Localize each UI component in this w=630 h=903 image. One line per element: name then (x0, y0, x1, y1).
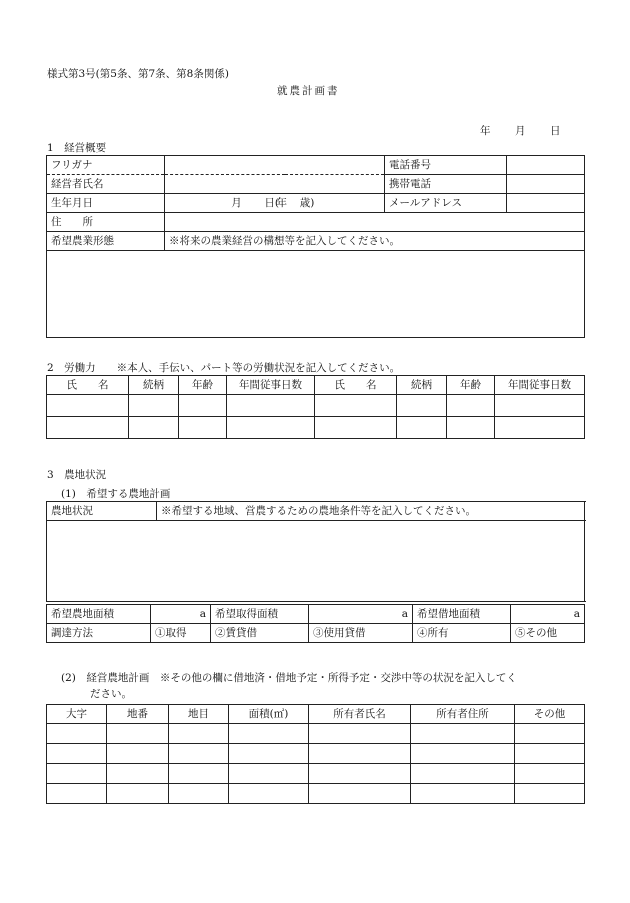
table-cell[interactable] (47, 764, 107, 784)
table-cell[interactable] (47, 417, 129, 439)
table-cell[interactable] (411, 744, 515, 764)
owner-name-field[interactable] (165, 175, 385, 194)
acquire-area-label: 希望取得面積 (211, 605, 309, 624)
col-owner-name: 所有者氏名 (309, 705, 411, 724)
phone-field[interactable] (507, 156, 585, 175)
col-relation-1: 続柄 (129, 376, 179, 395)
option-acquire[interactable]: ①取得 (151, 624, 211, 643)
table-cell[interactable] (169, 724, 229, 744)
table-cell[interactable] (229, 784, 309, 804)
col-owner-address: 所有者住所 (411, 705, 515, 724)
section2-heading: 2 労働力 ※本人、手伝い、パート等の労働状況を記入してください。 (47, 362, 401, 374)
land-status-textarea[interactable] (47, 521, 585, 602)
table-cell[interactable] (229, 764, 309, 784)
address-label: 住 所 (47, 213, 165, 232)
section3-heading: 3 農地状況 (47, 469, 107, 481)
birth-day-label: 日( (264, 197, 280, 209)
table-cell[interactable] (229, 744, 309, 764)
col-lot-number: 地番 (107, 705, 169, 724)
table-cell[interactable] (47, 724, 107, 744)
table-cell[interactable] (229, 724, 309, 744)
owner-name-label: 経営者氏名 (47, 175, 165, 194)
table-row (47, 784, 585, 804)
table-cell[interactable] (411, 764, 515, 784)
table-cell[interactable] (397, 417, 447, 439)
option-lease[interactable]: ②賃貸借 (211, 624, 309, 643)
table-cell[interactable] (411, 784, 515, 804)
farm-type-note: ※将来の農業経営の構想等を記入してください。 (165, 232, 585, 251)
table-cell[interactable] (447, 417, 495, 439)
furigana-label: フリガナ (47, 156, 165, 175)
date-day-label: 日 (550, 125, 561, 137)
col-land-category: 地目 (169, 705, 229, 724)
table-cell[interactable] (107, 784, 169, 804)
table-cell[interactable] (447, 395, 495, 417)
furigana-field[interactable] (165, 156, 385, 175)
mobile-field[interactable] (507, 175, 585, 194)
table-cell[interactable] (309, 764, 411, 784)
land-status-label: 農地状況 (47, 502, 157, 521)
table-cell[interactable] (47, 784, 107, 804)
table-row (47, 764, 585, 784)
email-label: メールアドレス (385, 194, 507, 213)
farmland-plan-table (46, 704, 585, 804)
option-loan[interactable]: ③使用貸借 (309, 624, 413, 643)
date-year-label: 年 (480, 125, 491, 137)
table-cell[interactable] (169, 744, 229, 764)
col-days-1: 年間従事日数 (227, 376, 315, 395)
col-oaza: 大字 (47, 705, 107, 724)
table-row (47, 744, 585, 764)
form-number: 様式第3号(第5条、第7条、第8条関係) (47, 68, 229, 80)
table-cell[interactable] (515, 784, 585, 804)
area-table (46, 604, 585, 643)
table-cell[interactable] (169, 764, 229, 784)
table-cell[interactable] (397, 395, 447, 417)
farm-plan-textarea[interactable] (47, 251, 585, 338)
table-cell[interactable] (227, 417, 315, 439)
col-days-2: 年間従事日数 (495, 376, 585, 395)
table-cell[interactable] (129, 395, 179, 417)
table-cell[interactable] (107, 764, 169, 784)
table-cell[interactable] (107, 724, 169, 744)
option-other[interactable]: ⑤その他 (511, 624, 585, 643)
desired-area-unit: a (151, 605, 211, 624)
birth-year-label: 年 (276, 197, 287, 209)
subsection2-heading-cont: ださい。 (90, 688, 132, 700)
table-cell[interactable] (47, 395, 129, 417)
lease-area-unit: a (511, 605, 585, 624)
col-name-1: 氏 名 (47, 376, 129, 395)
col-age-1: 年齢 (179, 376, 227, 395)
table-cell[interactable] (129, 417, 179, 439)
table-cell[interactable] (495, 417, 585, 439)
table-cell[interactable] (107, 744, 169, 764)
date-month-label: 月 (515, 125, 526, 137)
business-overview-table (46, 155, 585, 338)
mobile-label: 携帯電話 (385, 175, 507, 194)
table-cell[interactable] (495, 395, 585, 417)
table-cell[interactable] (227, 395, 315, 417)
table-cell[interactable] (515, 724, 585, 744)
table-cell[interactable] (515, 744, 585, 764)
section1-heading: 1 経営概要 (47, 142, 107, 154)
lease-area-label: 希望借地面積 (413, 605, 511, 624)
table-cell[interactable] (411, 724, 515, 744)
birthdate-label: 生年月日 (47, 194, 165, 213)
table-cell[interactable] (309, 784, 411, 804)
subsection1-heading: (1) 希望する農地計画 (61, 488, 171, 500)
option-owned[interactable]: ④所有 (413, 624, 511, 643)
table-cell[interactable] (315, 395, 397, 417)
col-area: 面積(㎡) (229, 705, 309, 724)
email-field[interactable] (507, 194, 585, 213)
col-name-2: 氏 名 (315, 376, 397, 395)
table-cell[interactable] (315, 417, 397, 439)
table-cell[interactable] (169, 784, 229, 804)
table-cell[interactable] (515, 764, 585, 784)
land-status-note: ※希望する地域、営農するための農地条件等を記入してください。 (157, 502, 585, 521)
birth-month-label: 月 (231, 197, 242, 209)
table-cell[interactable] (309, 744, 411, 764)
desired-land-table (46, 501, 585, 602)
desired-area-label: 希望農地面積 (47, 605, 151, 624)
procurement-label: 調達方法 (47, 624, 151, 643)
acquire-area-unit: a (309, 605, 413, 624)
birth-age-label: 歳) (299, 197, 315, 209)
table-row (47, 417, 585, 439)
table-cell[interactable] (309, 724, 411, 744)
birthdate-field[interactable] (165, 194, 385, 213)
table-cell[interactable] (179, 395, 227, 417)
table-row (47, 395, 585, 417)
col-relation-2: 続柄 (397, 376, 447, 395)
farm-type-label: 希望農業形態 (47, 232, 165, 251)
table-cell[interactable] (179, 417, 227, 439)
address-field[interactable] (165, 213, 585, 232)
col-other: その他 (515, 705, 585, 724)
phone-label: 電話番号 (385, 156, 507, 175)
table-row (47, 724, 585, 744)
page-title: 就農計画書 (277, 85, 340, 97)
col-age-2: 年齢 (447, 376, 495, 395)
labor-table (46, 375, 585, 439)
table-cell[interactable] (47, 744, 107, 764)
subsection2-heading: (2) 経営農地計画 ※その他の欄に借地済・借地予定・所得予定・交渉中等の状況を記入してく (61, 672, 517, 684)
